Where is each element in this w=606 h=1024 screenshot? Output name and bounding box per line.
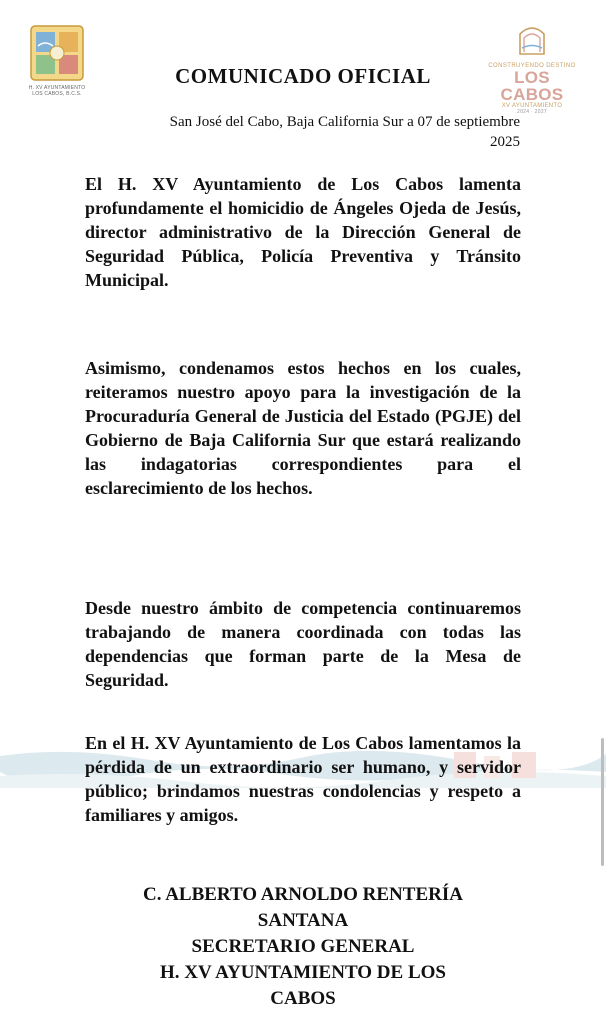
brand-years: 2024 · 2027 [517,109,547,115]
brand-ayuntamiento: XV AYUNTAMIENTO [501,103,563,109]
place-and-date [100,112,520,152]
signatory-name-line-2: SANTANA [257,910,349,931]
document-title: COMUNICADO OFICIAL [175,64,431,88]
paragraph-condolences: En el H. XV Ayuntamiento de Los Cabos lamentamos la pérdida de un extraordinario ser humano, y servidor público; brindamos nuestras condolencias y respeto a familiares y amigos. [85,733,521,825]
place-date-line-2: 2025 [490,134,520,150]
scrollbar-thumb[interactable] [601,738,604,866]
arch-emblem-icon [516,22,548,56]
paragraph-coordination: Desde nuestro ámbito de competencia continuaremos trabajando de manera coordinada con todas las dependencias que forman parte de la Mesa de Seguridad. [85,598,521,690]
signatory-position: SECRETARIO GENERAL [191,936,415,957]
signature-block [0,882,606,1012]
place-date-line-1: San José del Cabo, Baja California Sur a 07 de septiembre [169,114,520,130]
left-logo-caption: H. XV AYUNTAMIENTO LOS CABOS, B.C.S. [28,85,86,97]
paragraph-condolence-statement: El H. XV Ayuntamiento de Los Cabos lamenta profundamente el homicidio de Ángeles Ojeda de Jesús, director administrativo de la Dirección General de Seguridad Pública, Policía Preventiva y Tránsito Municipal. [85,174,521,290]
paragraph-investigation-support: Asimismo, condenamos estos hechos en los cuales, reiteramos nuestro apoyo para la investigación de la Procuraduría General de Justicia del Estado (PGJE) del Gobierno de Baja California Sur que estará realizando las indagatorias correspondientes para el esclarecimiento de los hechos. [85,358,521,498]
signatory-name-line-1: C. ALBERTO ARNOLDO RENTERÍA [143,884,463,905]
signatory-institution-line-2: CABOS [270,988,336,1009]
brand-tagline: CONSTRUYENDO DESTINO [488,63,576,69]
brand-name: LOS CABOS [500,68,564,104]
signatory-institution-line-1: H. XV AYUNTAMIENTO DE LOS [160,962,446,983]
